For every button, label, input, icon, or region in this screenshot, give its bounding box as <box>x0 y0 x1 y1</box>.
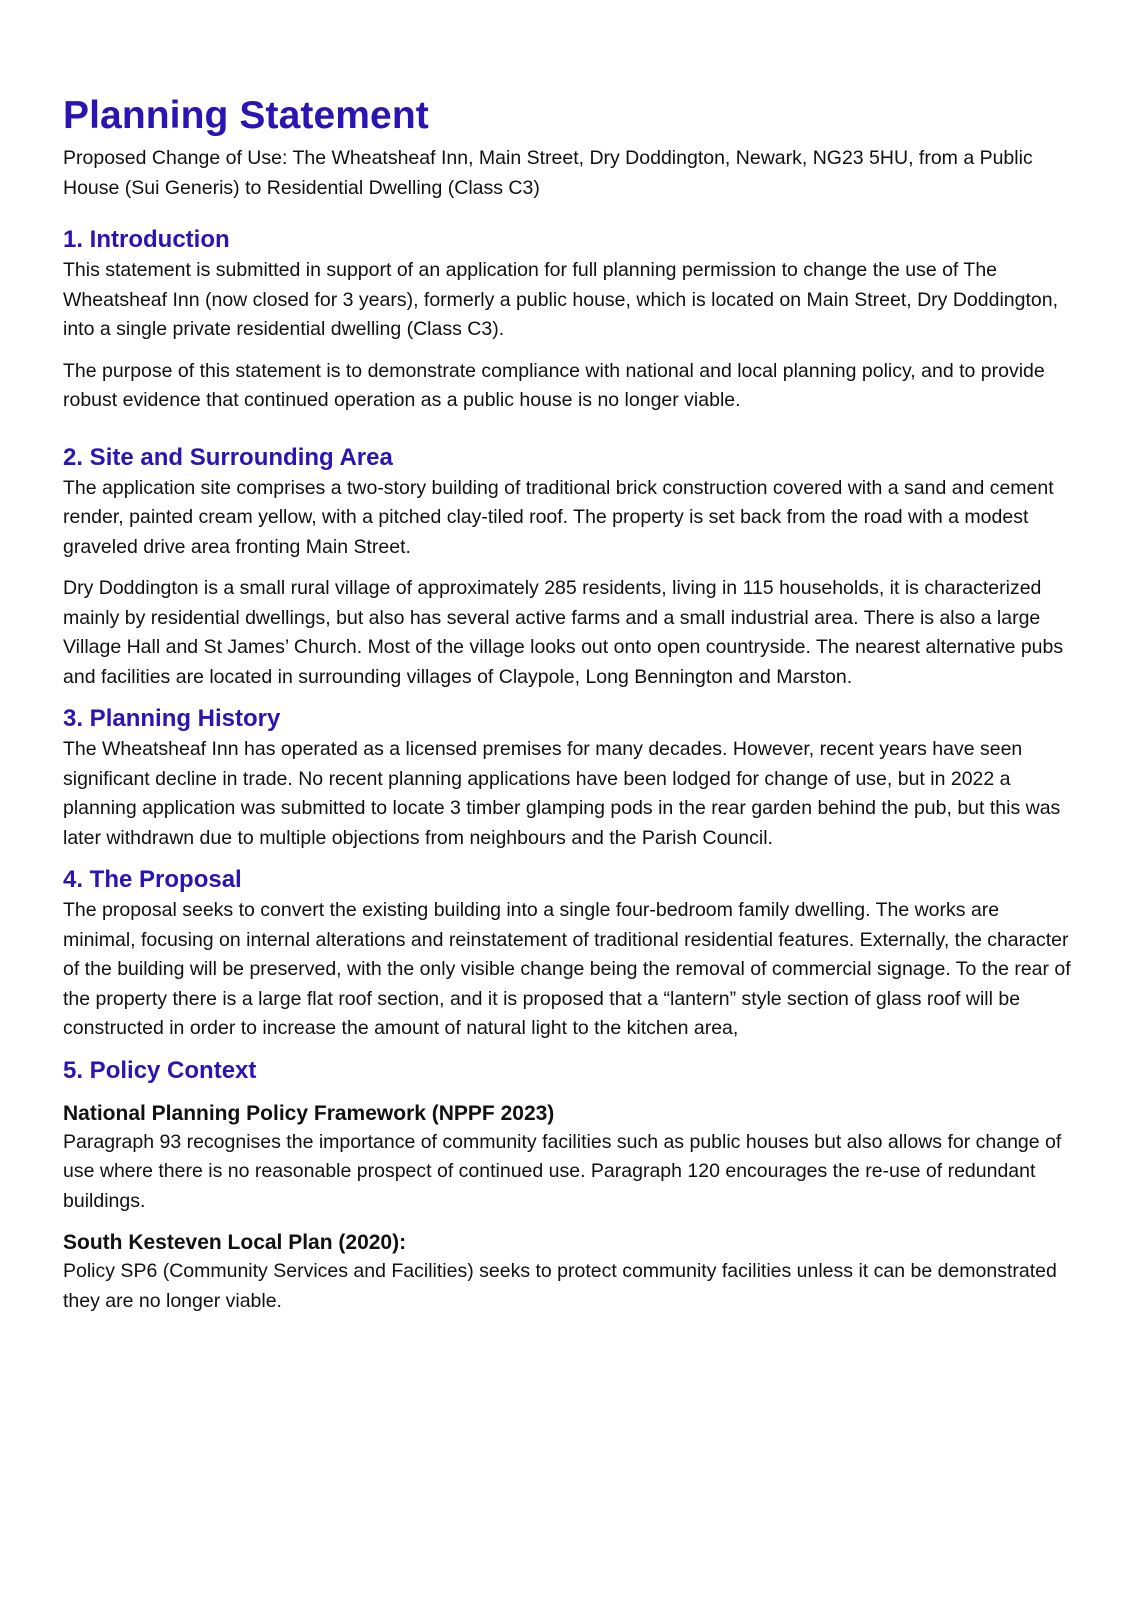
document-title: Planning Statement <box>63 94 429 137</box>
paragraph: The Wheatsheaf Inn has operated as a licensed premises for many decades. However, recent years have seen significant decline in trade. No recent planning applications have been lodged for change of use, but in 2022 a planning application was submitted to locate 3 timber glamping pods in the rear garden behind the pub, but this was later withdrawn due to multiple objections from neighbours and the Parish Council. <box>63 738 1061 849</box>
section-heading: 5. Policy Context <box>63 1056 257 1084</box>
policy-nppf <box>63 1099 1073 1217</box>
paragraph: Policy SP6 (Community Services and Facilities) seeks to protect community facilities unless it can be demonstrated they are no longer viable. <box>63 1260 1057 1312</box>
document-page <box>63 92 1073 1316</box>
section-heading: 2. Site and Surrounding Area <box>63 443 393 471</box>
section-heading: 3. Planning History <box>63 705 281 732</box>
paragraph: Paragraph 93 recognises the importance of community facilities such as public houses but also allows for change of use where there is no reasonable prospect of continued use. Paragraph 120 encourages the re-use of redundant buildings. <box>63 1130 1062 1212</box>
section-heading: 4. The Proposal <box>63 866 242 893</box>
sub-heading: National Planning Policy Framework (NPPF 2023) <box>63 1101 555 1125</box>
section-policy-context <box>63 1055 1073 1317</box>
section-proposal <box>63 864 1073 1044</box>
paragraph: Dry Doddington is a small rural village of approximately 285 residents, living in 115 households, it is characterized mainly by residential dwellings, but also has several active farms and a small industrial area. There is also a large Village Hall and St James’ Church. Most of the village looks out onto open countryside. The nearest alternative pubs and facilities are located in surrounding villages of Claypole, Long Bennington and Marston. <box>63 577 1064 688</box>
section-introduction <box>63 224 1073 416</box>
paragraph: The proposal seeks to convert the existing building into a single four-bedroom family dwelling. The works are minimal, focusing on internal alterations and reinstatement of traditional residential features. Externally, the character of the building will be preserved, with the only visible change being the removal of commercial signage. To the rear of the property there is a large flat roof section, and it is proposed that a “lantern” style section of glass roof will be constructed in order to increase the amount of natural light to the kitchen area, <box>63 899 1071 1039</box>
paragraph: This statement is submitted in support of an application for full planning permission to change the use of The Wheatsheaf Inn (now closed for 3 years), formerly a public house, which is located on Main Street, Dry Doddington, into a single private residential dwelling (Class C3). <box>63 259 1058 340</box>
paragraph: The application site comprises a two-story building of traditional brick construction covered with a sand and cement render, painted cream yellow, with a pitched clay-tiled roof. The property is set back from the road with a modest graveled drive area fronting Main Street. <box>63 476 1054 558</box>
policy-local-plan <box>63 1228 1073 1316</box>
sub-heading: South Kesteven Local Plan (2020): <box>63 1231 407 1254</box>
section-planning-history <box>63 703 1073 853</box>
document-subtitle: Proposed Change of Use: The Wheatsheaf Inn, Main Street, Dry Doddington, Newark, NG23 5HU, from a Public House (Sui Generis) to Residential Dwelling (Class C3) <box>63 147 1033 199</box>
paragraph: The purpose of this statement is to demonstrate compliance with national and local planning policy, and to provide robust evidence that continued operation as a public house is no longer viable. <box>63 359 1045 411</box>
section-site <box>63 442 1073 693</box>
section-heading: 1. Introduction <box>63 226 230 253</box>
